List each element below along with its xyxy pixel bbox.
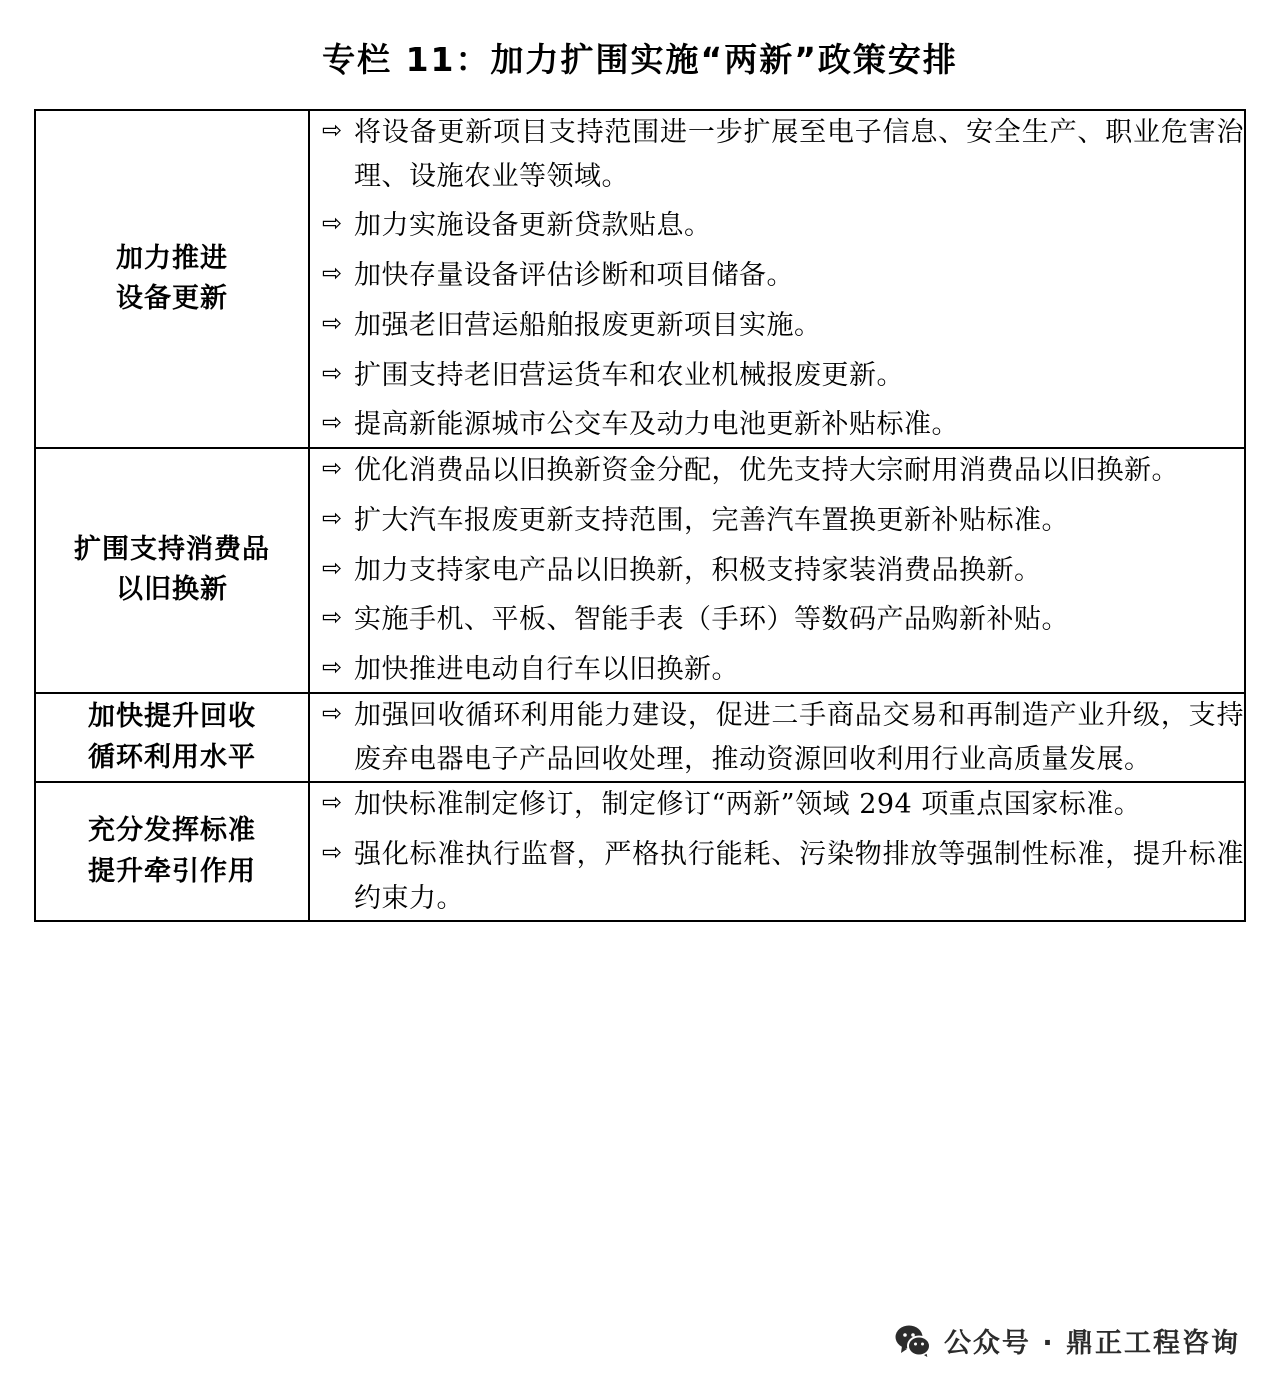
arrow-bullet-icon: ⇨ [321, 209, 343, 238]
list-item-text: 实施手机、平板、智能手表（手环）等数码产品购新补贴。 [354, 604, 1069, 636]
table-row [35, 448, 1245, 693]
arrow-bullet-icon: ⇨ [321, 603, 343, 632]
list-item [310, 783, 1244, 827]
list-item-text: 扩大汽车报废更新支持范围，完善汽车置换更新补贴标准。 [354, 504, 1069, 536]
category-cell [35, 693, 309, 782]
category-line: 设备更新 [116, 283, 228, 315]
watermark-text: 公众号 · 鼎正工程咨询 [943, 1328, 1240, 1359]
item-list [310, 694, 1244, 781]
category-line: 加力推进 [116, 242, 228, 274]
list-item-text: 加力支持家电产品以旧换新，积极支持家装消费品换新。 [354, 554, 1042, 586]
table-row [35, 110, 1245, 448]
category-line: 以旧换新 [116, 574, 228, 606]
category-line: 循环利用水平 [88, 741, 256, 773]
item-list [310, 111, 1244, 447]
page-title: 专栏 11：加力扩围实施“两新”政策安排 [322, 40, 958, 79]
arrow-bullet-icon: ⇨ [321, 408, 343, 437]
items-cell [309, 693, 1245, 782]
list-item-text: 加快存量设备评估诊断和项目储备。 [354, 260, 794, 292]
list-item [310, 403, 1244, 447]
list-item [310, 833, 1244, 920]
category-line: 提升牵引作用 [88, 855, 256, 887]
list-item [310, 354, 1244, 398]
list-item [310, 204, 1244, 248]
list-item-text: 加快标准制定修订，制定修订“两新”领域 294 项重点国家标准。 [354, 789, 1142, 821]
list-item-text: 加强回收循环利用能力建设，促进二手商品交易和再制造产业升级，支持废弃电器电子产品回收处理，推动资源回收利用行业高质量发展。 [354, 699, 1244, 775]
list-item-text: 加力实施设备更新贷款贴息。 [354, 210, 712, 242]
table-row [35, 693, 1245, 782]
list-item [310, 304, 1244, 348]
arrow-bullet-icon: ⇨ [321, 553, 343, 582]
arrow-bullet-icon: ⇨ [321, 503, 343, 532]
item-list [310, 783, 1244, 920]
list-item [310, 254, 1244, 298]
arrow-bullet-icon: ⇨ [321, 454, 343, 483]
list-item [310, 449, 1244, 493]
category-line: 充分发挥标准 [88, 815, 256, 847]
arrow-bullet-icon: ⇨ [321, 308, 343, 337]
table-row [35, 782, 1245, 921]
list-item [310, 694, 1244, 781]
list-item [310, 111, 1244, 198]
wechat-icon [894, 1322, 932, 1360]
list-item [310, 549, 1244, 593]
policy-table [34, 109, 1246, 922]
category-cell [35, 448, 309, 693]
items-cell [309, 110, 1245, 448]
list-item-text: 强化标准执行监督，严格执行能耗、污染物排放等强制性标准，提升标准约束力。 [354, 839, 1244, 914]
watermark [894, 1321, 1240, 1360]
list-item-text: 加强老旧营运船舶报废更新项目实施。 [354, 309, 822, 341]
list-item [310, 598, 1244, 642]
arrow-bullet-icon: ⇨ [321, 788, 343, 817]
list-item-text: 加快推进电动自行车以旧换新。 [354, 654, 739, 686]
category-cell [35, 782, 309, 921]
arrow-bullet-icon: ⇨ [321, 838, 343, 867]
arrow-bullet-icon: ⇨ [321, 698, 343, 727]
list-item-text: 优化消费品以旧换新资金分配，优先支持大宗耐用消费品以旧换新。 [354, 455, 1179, 487]
category-line: 加快提升回收 [88, 701, 256, 733]
category-cell [35, 110, 309, 448]
arrow-bullet-icon: ⇨ [321, 116, 343, 144]
category-line: 扩围支持消费品 [74, 533, 270, 565]
items-cell [309, 782, 1245, 921]
arrow-bullet-icon: ⇨ [321, 653, 343, 682]
list-item-text: 将设备更新项目支持范围进一步扩展至电子信息、安全生产、职业危害治理、设施农业等领域。 [354, 117, 1244, 192]
list-item [310, 648, 1244, 692]
list-item-text: 扩围支持老旧营运货车和农业机械报废更新。 [354, 359, 904, 391]
item-list [310, 449, 1244, 692]
arrow-bullet-icon: ⇨ [321, 259, 343, 288]
list-item [310, 499, 1244, 543]
arrow-bullet-icon: ⇨ [321, 358, 343, 387]
items-cell [309, 448, 1245, 693]
list-item-text: 提高新能源城市公交车及动力电池更新补贴标准。 [354, 409, 959, 441]
